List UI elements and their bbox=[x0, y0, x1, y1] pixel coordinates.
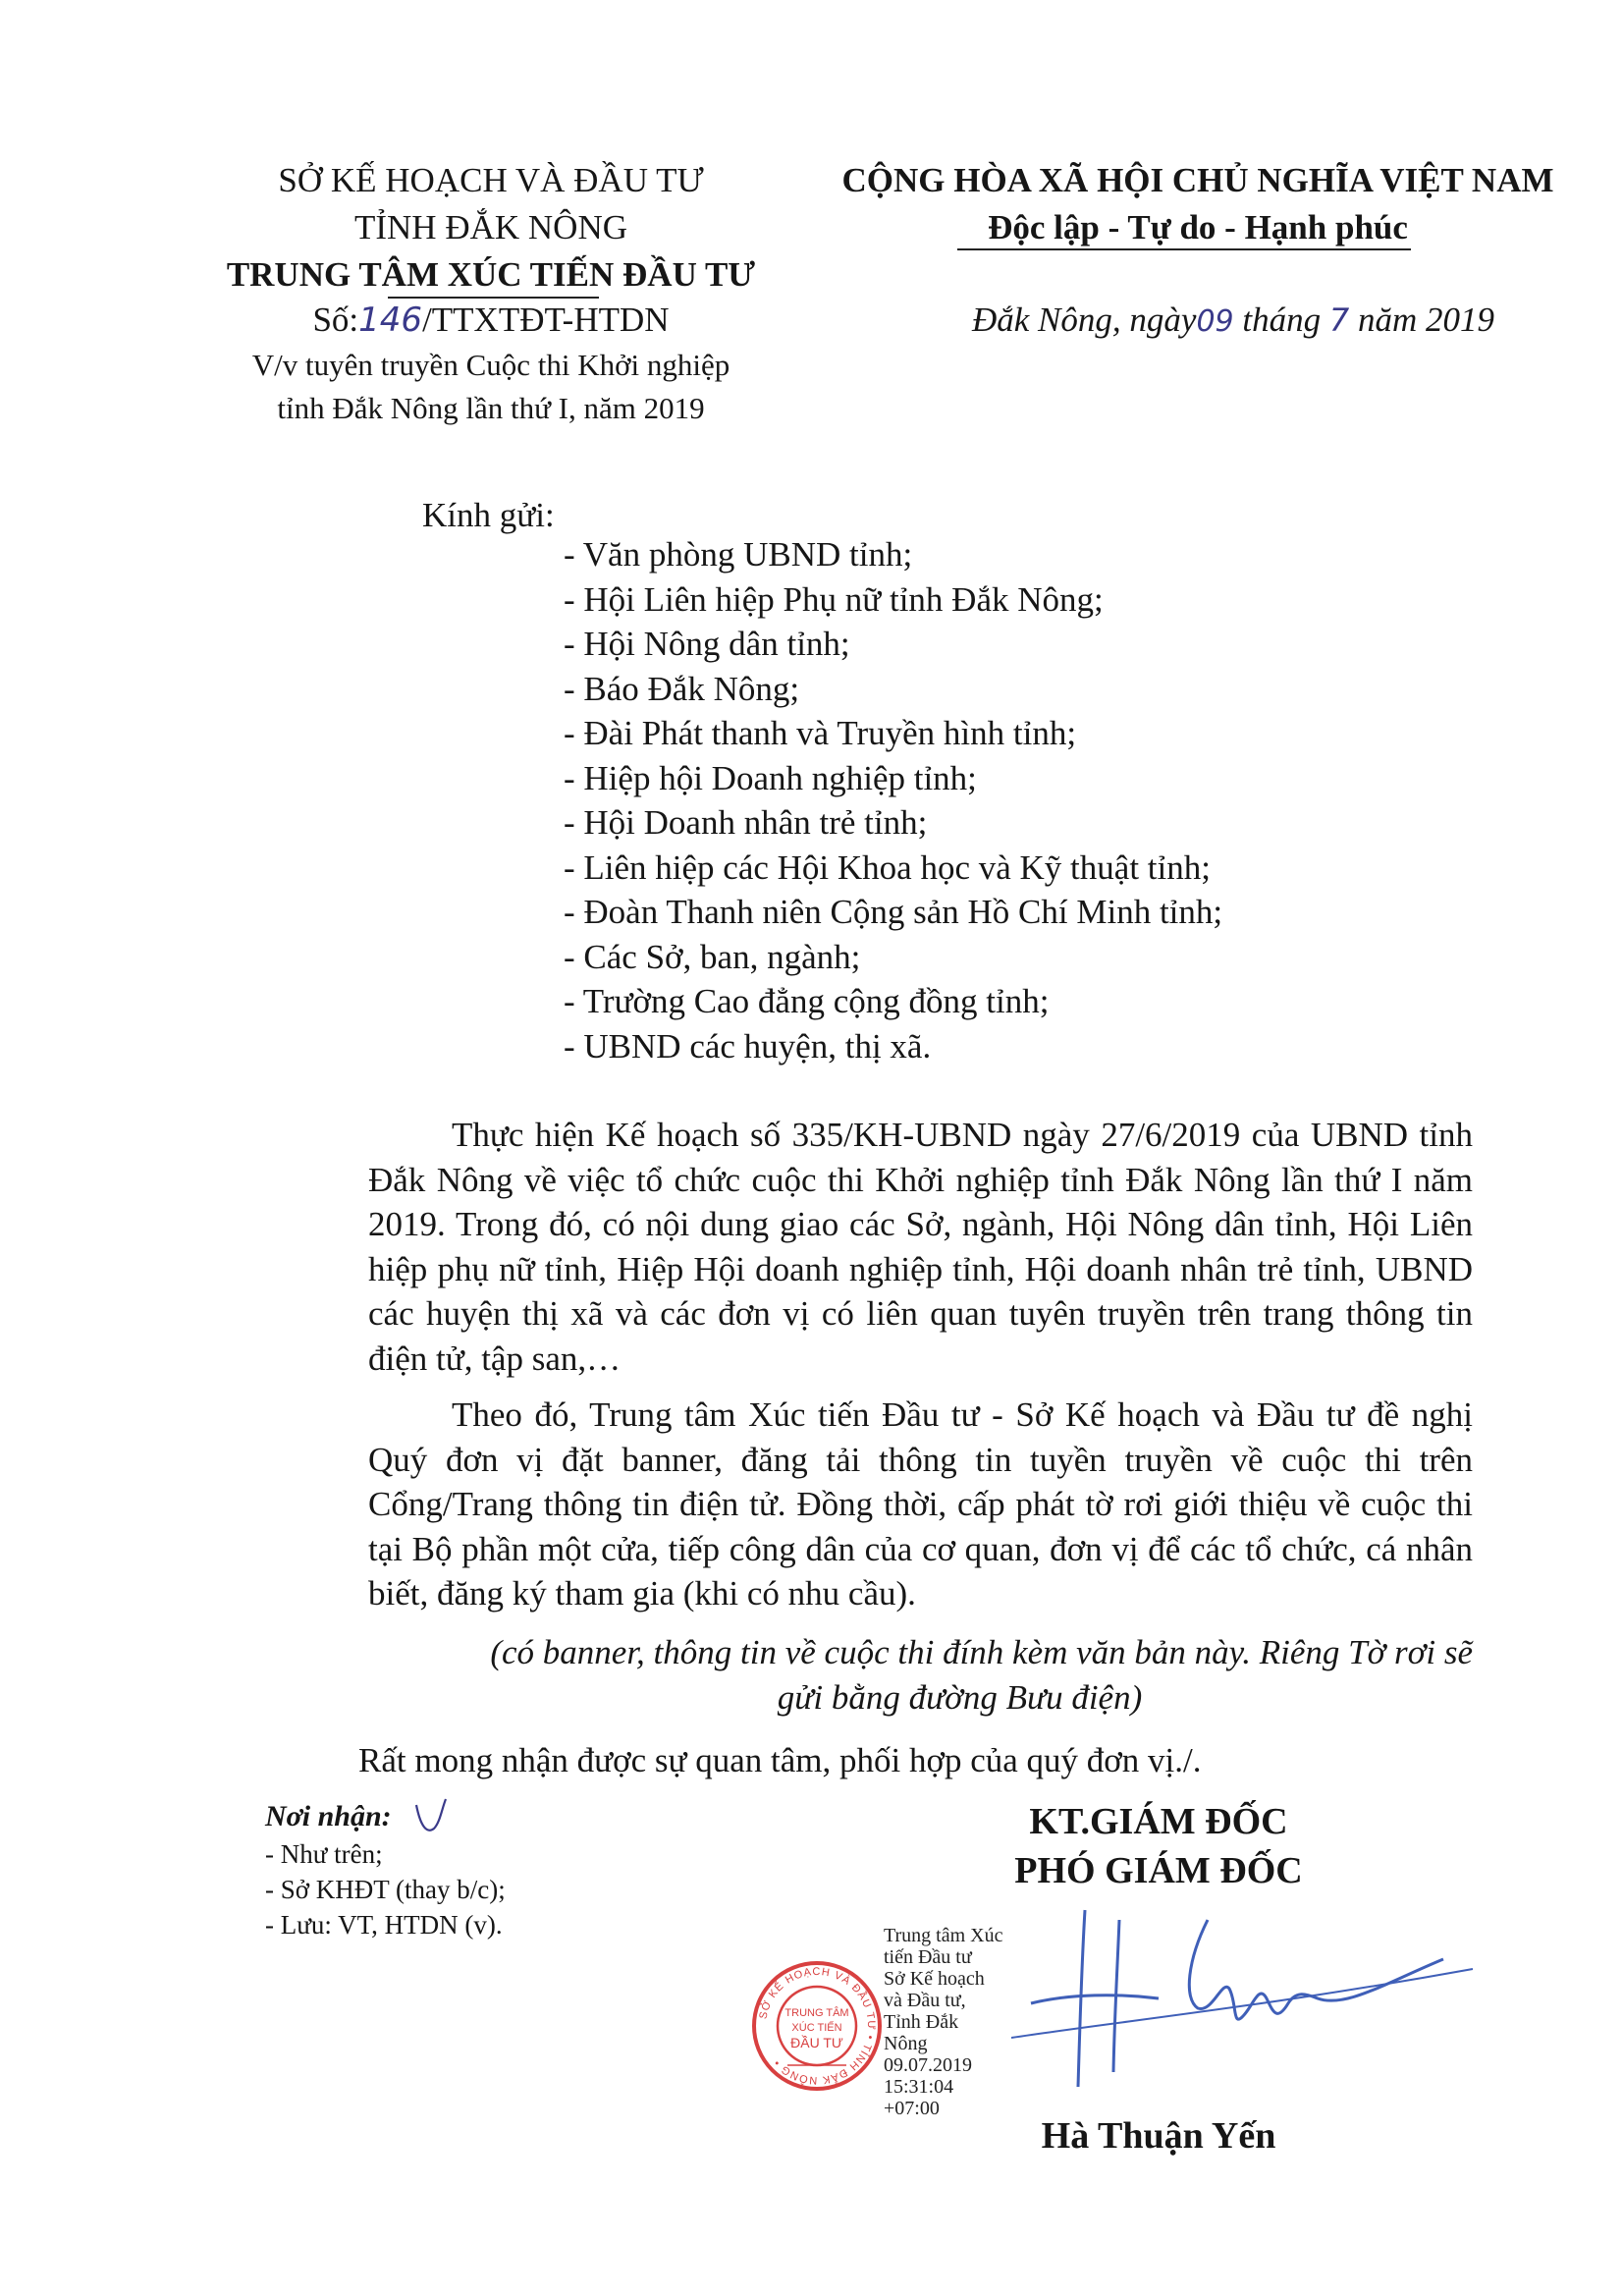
digital-sign-line: và Đầu tư, bbox=[884, 1990, 966, 2011]
svg-text:ĐẦU TƯ: ĐẦU TƯ bbox=[790, 2035, 843, 2050]
org-line-1: SỞ KẾ HOẠCH VÀ ĐẦU TƯ bbox=[278, 161, 704, 199]
signature-title-1: KT.GIÁM ĐỐC bbox=[1029, 1801, 1288, 1842]
recipient-list bbox=[564, 532, 1222, 1068]
recipient-item: - Liên hiệp các Hội Khoa học và Kỹ thuật tỉnh; bbox=[564, 847, 1211, 887]
signer-name: Hà Thuận Yến bbox=[1041, 2115, 1276, 2157]
org-line-2: TỈNH ĐẮK NÔNG bbox=[353, 208, 628, 246]
digital-sign-line: Trung tâm Xúc bbox=[884, 1925, 1003, 1946]
recipient-item: - UBND các huyện, thị xã. bbox=[564, 1026, 932, 1066]
cc-item: - Lưu: VT, HTDN (v). bbox=[265, 1910, 503, 1940]
digital-sign-line: 15:31:04 bbox=[884, 2076, 954, 2098]
recipient-item: - Hiệp hội Doanh nghiệp tỉnh; bbox=[564, 758, 977, 797]
cc-title: Nơi nhận: bbox=[265, 1800, 392, 1832]
doc-number bbox=[216, 297, 766, 344]
doc-number-suffix: /TTXTĐT-HTDN bbox=[422, 301, 670, 339]
recipient-item: - Đài Phát thanh và Truyền hình tỉnh; bbox=[564, 714, 1077, 752]
recipient-item: - Hội Liên hiệp Phụ nữ tỉnh Đắk Nông; bbox=[564, 579, 1104, 619]
attachment-note bbox=[368, 1630, 1473, 1720]
signature-title-block bbox=[943, 1797, 1375, 1895]
subject-block bbox=[216, 344, 766, 430]
motto: Độc lập - Tự do - Hạnh phúc bbox=[988, 208, 1408, 246]
svg-text:TRUNG TÂM: TRUNG TÂM bbox=[784, 2007, 849, 2019]
digital-sign-line: 09.07.2019 bbox=[884, 2054, 972, 2076]
subject-line-1: V/v tuyên truyền Cuộc thi Khởi nghiệp bbox=[251, 348, 730, 382]
digital-sign-line: tiến Đầu tư bbox=[884, 1946, 972, 1968]
official-stamp bbox=[748, 1957, 886, 2095]
recipient-item: - Đoàn Thanh niên Cộng sản Hồ Chí Minh tỉnh; bbox=[564, 893, 1223, 931]
body-paragraph-1: Thực hiện Kế hoạch số 335/KH-UBND ngày 27/6/2019 của UBND tỉnh Đắk Nông về việc tổ chức cuộc thi Khởi nghiệp tỉnh Đắk Nông lần thứ I năm 2019. Trong đó, có nội dung giao các Sở, ngành, Hội Nông dân tỉnh, Hội Liên hiệp phụ nữ tỉnh, Hiệp Hội doanh nghiệp tỉnh, Hội doanh nhân trẻ tỉnh, UBND các huyện thị xã và các đơn vị có liên quan tuyên truyền trên trang thông tin điện tử, tập san,… bbox=[368, 1116, 1473, 1378]
recipient-item: - Báo Đắk Nông; bbox=[564, 669, 800, 708]
salutation: Kính gửi: bbox=[422, 496, 555, 534]
digital-sign-line: Nông bbox=[884, 2033, 928, 2054]
recipient-item: - Hội Doanh nhân trẻ tỉnh; bbox=[564, 803, 928, 842]
attachment-note-line-1: (có banner, thông tin về cuộc thi đính kèm văn bản này. Riêng Tờ rơi sẽ bbox=[490, 1633, 1473, 1671]
cc-block bbox=[265, 1797, 506, 1942]
date-year-label: năm 2019 bbox=[1357, 301, 1495, 339]
date-line bbox=[972, 297, 1494, 346]
body-paragraph-2: Theo đó, Trung tâm Xúc tiến Đầu tư - Sở Kế hoạch và Đầu tư đề nghị Quý đơn vị đặt banner, đăng tải thông tin tuyền truyền về cuộc thi trên Cổng/Trang thông tin điện tử. Đồng thời, cấp phát tờ rơi giới thiệu về cuộc thi tại Bộ phần một cửa, tiếp công dân của cơ quan, đơn vị để các tổ chức, cá nhân biết, đăng ký tham gia (khi có nhu cầu). bbox=[368, 1395, 1473, 1613]
recipient-item: - Văn phòng UBND tỉnh; bbox=[564, 535, 913, 574]
cc-item: - Sở KHĐT (thay b/c); bbox=[265, 1875, 506, 1904]
digital-sign-line: +07:00 bbox=[884, 2098, 940, 2119]
motto-underline bbox=[957, 248, 1411, 250]
svg-text:SỞ KẾ HOẠCH VÀ ĐẦU TƯ • TỈNH Đ: SỞ KẾ HOẠCH VÀ ĐẦU TƯ • TỈNH ĐẮK NÔNG • bbox=[757, 1965, 878, 2087]
org-block bbox=[216, 157, 766, 299]
date-month-label: tháng bbox=[1242, 301, 1322, 339]
signature-title-2: PHÓ GIÁM ĐỐC bbox=[1014, 1850, 1303, 1891]
date-month: 7 bbox=[1328, 301, 1350, 339]
handwritten-signature bbox=[1011, 1900, 1483, 2097]
doc-number-prefix: Số: bbox=[312, 301, 359, 339]
digital-sign-line: Sở Kế hoạch bbox=[884, 1968, 985, 1990]
nation-title: CỘNG HÒA XÃ HỘI CHỦ NGHĨA VIỆT NAM bbox=[841, 161, 1554, 199]
attachment-note-line-2: gửi bằng đường Bưu điện) bbox=[777, 1677, 1143, 1717]
cc-item: - Như trên; bbox=[265, 1839, 383, 1869]
recipient-item: - Các Sở, ban, ngành; bbox=[564, 937, 861, 976]
nation-block bbox=[825, 157, 1571, 251]
org-line-3: TRUNG TÂM XÚC TIẾN ĐẦU TƯ bbox=[226, 255, 756, 294]
date-day: 09 bbox=[1196, 304, 1234, 339]
digital-sign-line: Tỉnh Đắk bbox=[884, 2011, 959, 2033]
subject-line-2: tỉnh Đắk Nông lần thứ I, năm 2019 bbox=[277, 391, 705, 425]
closing-line: Rất mong nhận được sự quan tâm, phối hợp của quý đơn vị./. bbox=[358, 1741, 1202, 1779]
doc-number-handwritten: 146 bbox=[358, 301, 423, 340]
initials-mark-icon bbox=[412, 1795, 452, 1839]
digital-signature-info bbox=[884, 1925, 1031, 2119]
recipient-item: - Trường Cao đẳng cộng đồng tỉnh; bbox=[564, 982, 1050, 1020]
svg-text:XÚC TIẾN: XÚC TIẾN bbox=[791, 2022, 842, 2034]
recipient-item: - Hội Nông dân tỉnh; bbox=[564, 625, 850, 663]
date-place: Đắk Nông, ngày bbox=[972, 301, 1197, 339]
